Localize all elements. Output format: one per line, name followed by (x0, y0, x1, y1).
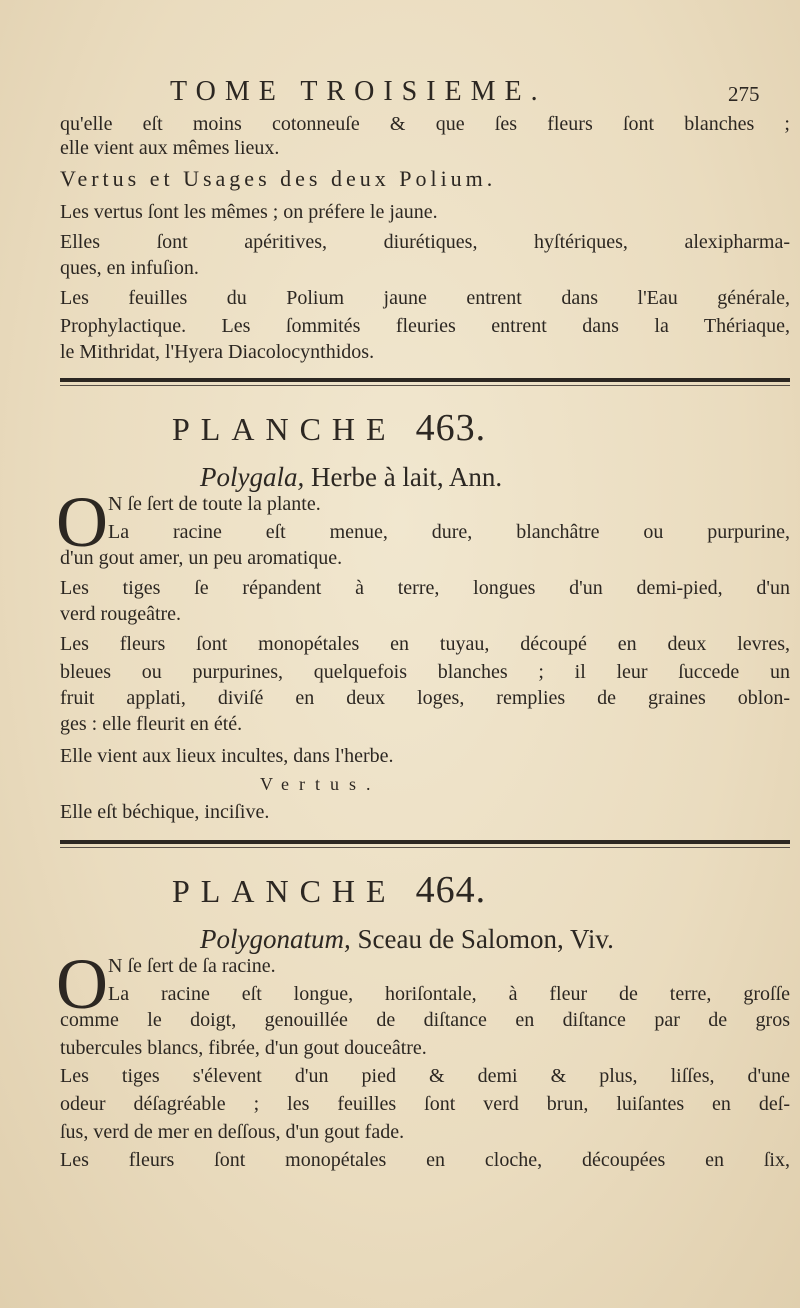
plant-latin-name: Polygala, (200, 462, 305, 492)
drop-cap: O (56, 482, 108, 562)
text-line: La racine eſt menue, dure, blanchâtre ou purpurine, (108, 521, 790, 543)
text-line: Elle eſt béchique, inciſive. (60, 801, 270, 823)
text-line: d'un gout amer, un peu aromatique. (60, 547, 343, 569)
plate-number: 464. (415, 869, 487, 911)
text-line: ques, en infuſion. (60, 257, 199, 279)
text-line: ſus, verd de mer en deſſous, d'un gout fade. (60, 1121, 405, 1143)
text-line: Les tiges s'élevent d'un pied & demi & plus, liſſes, d'une (60, 1065, 790, 1087)
page-number: 275 (728, 82, 760, 106)
text-line: comme le doigt, genouillée de diſtance en diſtance par de gros (60, 1009, 790, 1031)
plate-heading (172, 868, 486, 912)
text-line: ges : elle fleurit en été. (60, 713, 243, 735)
vertus-subheading: Vertus. (260, 774, 381, 794)
text-line: Elles ſont apéritives, diurétiques, hyſtériques, alexipharma- (60, 231, 790, 253)
text-line: Les fleurs ſont monopétales en tuyau, découpé en deux levres, (60, 633, 790, 655)
plate-label: PLANCHE (172, 411, 397, 447)
text-line: Les fleurs ſont monopétales en cloche, découpées en ſix, (60, 1149, 790, 1171)
plant-title (200, 924, 614, 955)
text-line: La racine eſt longue, horiſontale, à fleur de terre, groſſe (108, 983, 790, 1005)
text-line: fruit applati, diviſé en deux loges, remplies de graines oblon- (60, 687, 790, 709)
text-line: qu'elle eſt moins cotonneuſe & que ſes fleurs ſont blanches ; (60, 113, 790, 135)
section-rule-thin (60, 847, 790, 848)
text-line: Les tiges ſe répandent à terre, longues d'un demi-pied, d'un (60, 577, 790, 599)
text-line: tubercules blancs, fibrée, d'un gout douceâtre. (60, 1037, 427, 1059)
section-heading: Vertus et Usages des deux Polium. (60, 166, 497, 191)
text-line: verd rougeâtre. (60, 603, 182, 625)
plant-common-name: Herbe à lait, Ann. (304, 462, 503, 492)
plate-label: PLANCHE (172, 873, 397, 909)
text-line: Les feuilles du Polium jaune entrent dans l'Eau générale, (60, 287, 790, 309)
plate-heading (172, 406, 486, 450)
plant-latin-name: Polygonatum, (200, 924, 351, 954)
running-head-title: TOME TROISIEME. (170, 76, 547, 107)
section-rule (60, 840, 790, 844)
text-line: N ſe ſert de toute la plante. (108, 493, 321, 515)
text-line: Elle vient aux lieux incultes, dans l'herbe. (60, 745, 394, 767)
plate-number: 463. (415, 407, 487, 449)
text-line: Les vertus ſont les mêmes ; on préfere le jaune. (60, 201, 438, 223)
text-line: N ſe ſert de ſa racine. (108, 955, 276, 977)
section-rule-thin (60, 385, 790, 386)
plant-title (200, 462, 502, 493)
text-line: bleues ou purpurines, quelquefois blanches ; il leur ſuccede un (60, 661, 790, 683)
text-line: elle vient aux mêmes lieux. (60, 137, 280, 159)
text-line: Prophylactique. Les ſommités fleuries entrent dans la Thériaque, (60, 315, 790, 337)
drop-cap: O (56, 944, 108, 1024)
section-rule (60, 378, 790, 382)
text-line: le Mithridat, l'Hyera Diacolocynthidos. (60, 341, 375, 363)
plant-common-name: Sceau de Salomon, Viv. (350, 924, 614, 954)
text-line: odeur déſagréable ; les feuilles ſont verd brun, luiſantes en deſ- (60, 1093, 790, 1115)
